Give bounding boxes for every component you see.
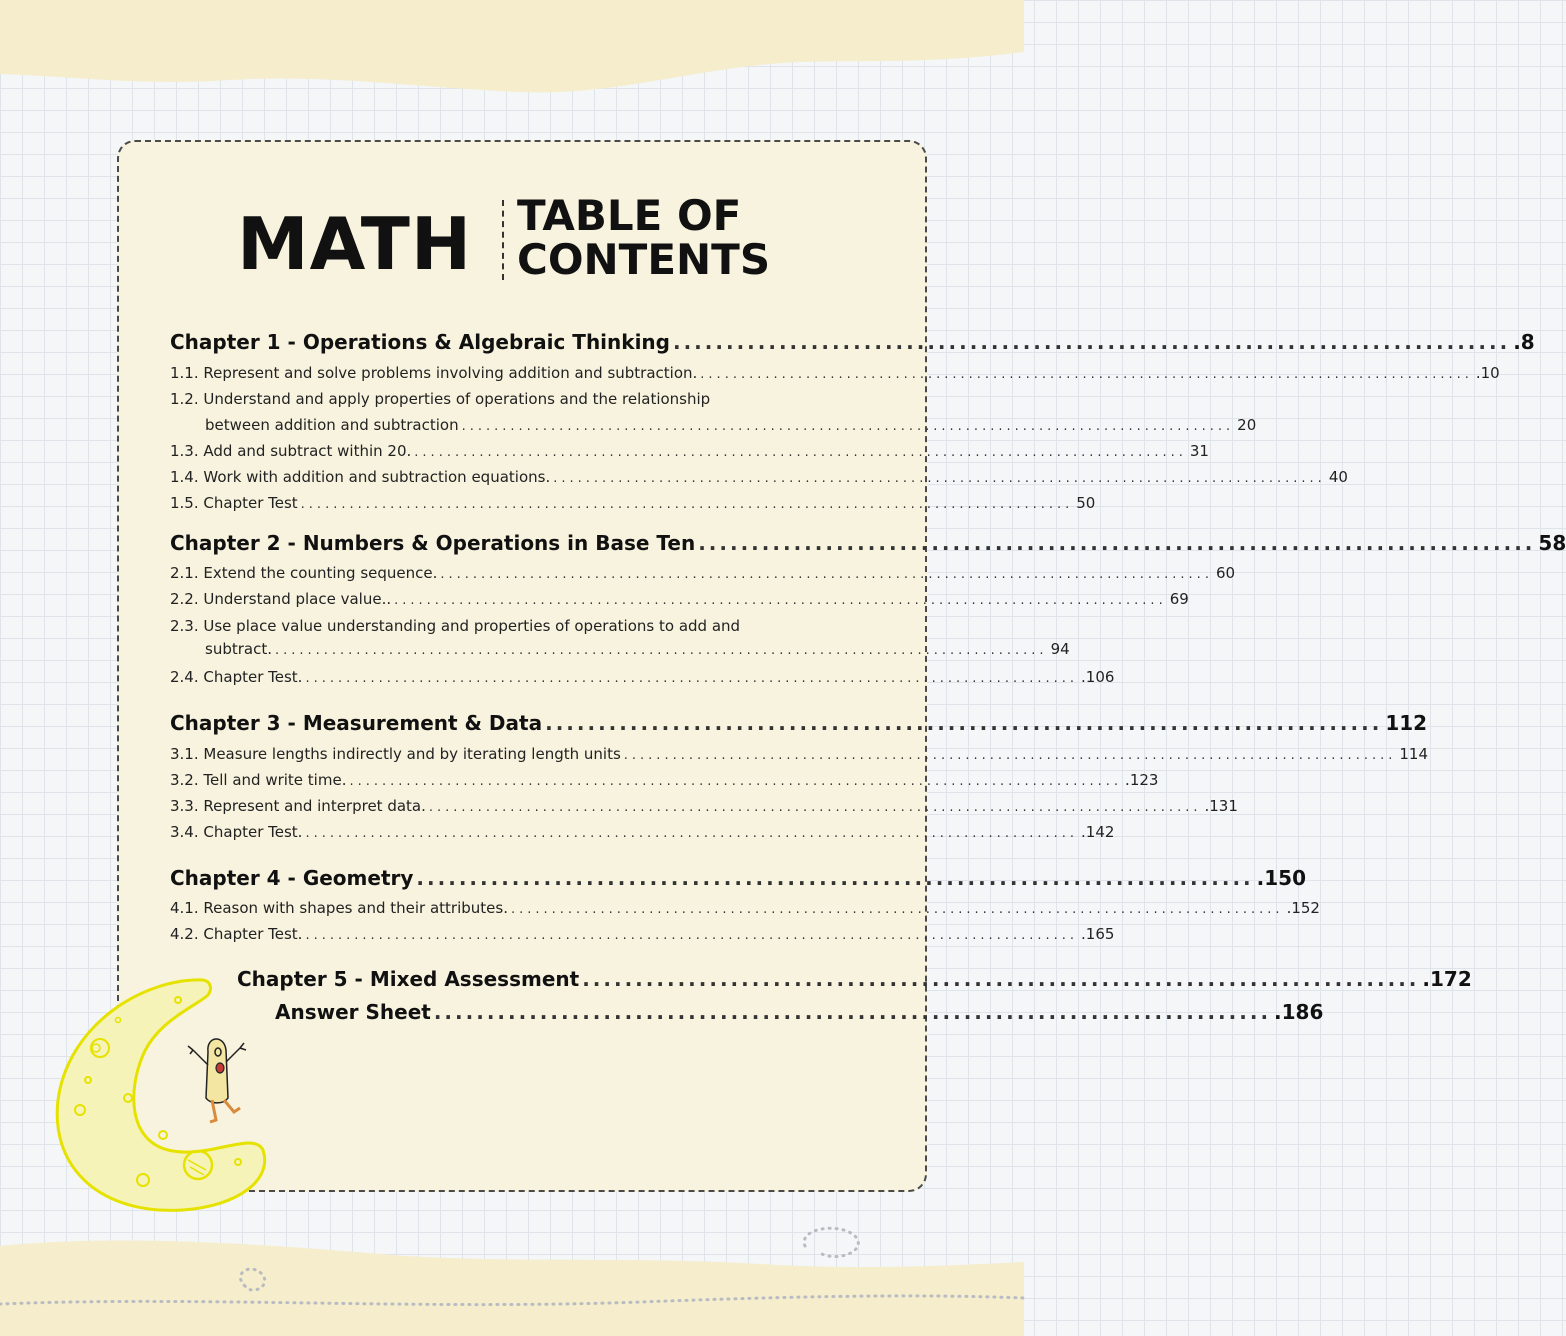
section-3-3[interactable]	[170, 797, 1238, 815]
page-number: 94	[1050, 640, 1070, 658]
leader-dots: ...............................................................................................	[274, 643, 1048, 658]
page-number: .142	[1081, 823, 1115, 841]
section-label: 2.2. Understand place value..	[170, 590, 392, 608]
page-number: 60	[1215, 564, 1236, 582]
top-paper-band	[0, 0, 1024, 110]
section-label: 3.4. Chapter Test.	[170, 823, 303, 841]
section-continuation: between addition and subtraction	[205, 416, 459, 434]
chapter-5-entry[interactable]	[237, 967, 1472, 991]
header-divider	[502, 200, 504, 280]
section-continuation: subtract.	[205, 640, 272, 658]
page-number: 69	[1169, 590, 1189, 608]
toc-title-line-1: TABLE OF	[517, 191, 742, 240]
bottom-paper-band	[0, 1226, 1024, 1336]
chapter-3-entry[interactable]	[170, 711, 1428, 735]
section-4-2[interactable]	[170, 925, 1115, 943]
section-label: 1.3. Add and subtract within 20.	[170, 442, 412, 460]
page-number: .8	[1513, 330, 1535, 354]
monster-icon	[188, 1039, 246, 1122]
page-number: .165	[1081, 925, 1115, 943]
section-label: 2.4. Chapter Test.	[170, 668, 303, 686]
moon-illustration	[48, 970, 278, 1224]
page-number: 114	[1399, 745, 1428, 763]
leader-dots: ...............................................................................................	[553, 471, 1326, 486]
toc-title-line-2: CONTENTS	[517, 235, 771, 284]
section-label: 3.2. Tell and write time.	[170, 771, 347, 789]
leader-dots: ...............................................................................................	[300, 497, 1074, 512]
page-number: 31	[1189, 442, 1209, 460]
page-header	[119, 192, 925, 292]
leader-dots: ...............................................................................................	[305, 826, 1079, 841]
chapter-title: Answer Sheet	[275, 1000, 431, 1024]
subject-title: MATH	[237, 202, 473, 286]
section-label: 1.5. Chapter Test	[170, 494, 298, 512]
section-label: 4.2. Chapter Test.	[170, 925, 303, 943]
chapter-title: Chapter 5 - Mixed Assessment	[237, 967, 580, 991]
chapter-title: Chapter 2 - Numbers & Operations in Base Ten	[170, 531, 696, 555]
chapter-4-entry[interactable]	[170, 866, 1306, 890]
section-3-4[interactable]	[170, 823, 1115, 841]
section-2-1[interactable]	[170, 564, 1236, 582]
leader-dots: ...............................................................................	[545, 711, 1383, 735]
leader-dots: ...............................................................................................	[700, 367, 1473, 382]
page-number: .172	[1422, 967, 1472, 991]
leader-dots: ...............................................................................................	[428, 800, 1202, 815]
page-number: .10	[1475, 364, 1500, 382]
page-number: .106	[1081, 668, 1115, 686]
section-1-1[interactable]	[170, 364, 1500, 382]
leader-dots: ...............................................................................................	[623, 748, 1397, 763]
section-label: 2.1. Extend the counting sequence.	[170, 564, 438, 582]
chapter-title: Chapter 3 - Measurement & Data	[170, 711, 543, 735]
chapter-title: Chapter 1 - Operations & Algebraic Thinking	[170, 330, 670, 354]
chapter-1-entry[interactable]	[170, 330, 1535, 354]
leader-dots: ...............................................................................	[416, 866, 1254, 890]
section-2-4[interactable]	[170, 668, 1115, 686]
answer-sheet-entry[interactable]	[275, 1000, 1324, 1024]
section-1-3[interactable]	[170, 442, 1209, 460]
section-label: 1.1. Represent and solve problems involving addition and subtraction.	[170, 364, 698, 382]
leader-dots: ...............................................................................	[433, 1000, 1272, 1024]
leader-dots: ...............................................................................	[582, 967, 1420, 991]
section-label: 1.4. Work with addition and subtraction equations.	[170, 468, 551, 486]
section-1-5[interactable]	[170, 494, 1096, 512]
leader-dots: ...............................................................................	[698, 531, 1536, 555]
page-number: 50	[1076, 494, 1096, 512]
chapter-2-entry[interactable]	[170, 531, 1566, 555]
section-3-1[interactable]	[170, 745, 1428, 763]
section-1-4[interactable]	[170, 468, 1348, 486]
section-label: 4.1. Reason with shapes and their attributes.	[170, 899, 508, 917]
section-3-2[interactable]	[170, 771, 1159, 789]
section-label: 3.3. Represent and interpret data.	[170, 797, 426, 815]
page-number: .123	[1125, 771, 1159, 789]
page-number: .152	[1286, 899, 1320, 917]
section-2-3-label[interactable]: 2.3. Use place value understanding and properties of operations to add and	[170, 617, 741, 635]
leader-dots: ...............................................................................................	[349, 774, 1123, 789]
page-number: .186	[1274, 1000, 1324, 1024]
leader-dots: ...............................................................................................	[305, 928, 1079, 943]
leader-dots: ...............................................................................................	[394, 593, 1167, 608]
section-1-2[interactable]	[205, 416, 1257, 434]
page-number: .131	[1204, 797, 1238, 815]
section-label: 3.1. Measure lengths indirectly and by iterating length units	[170, 745, 621, 763]
leader-dots: ...............................................................................................	[461, 419, 1235, 434]
leader-dots: ...............................................................................................	[510, 902, 1284, 917]
page-number: 20	[1237, 416, 1257, 434]
section-1-2-label[interactable]: 1.2. Understand and apply properties of operations and the relationship	[170, 390, 711, 408]
leader-dots: ...............................................................................................	[440, 567, 1213, 582]
chapter-title: Chapter 4 - Geometry	[170, 866, 414, 890]
page-number: .150	[1256, 866, 1306, 890]
page-number: 40	[1328, 468, 1348, 486]
section-2-3[interactable]	[205, 640, 1070, 658]
page-number: 58	[1538, 531, 1566, 555]
section-2-2[interactable]	[170, 590, 1189, 608]
leader-dots: ...............................................................................................	[414, 445, 1187, 460]
leader-dots: ...............................................................................	[672, 330, 1511, 354]
leader-dots: ...............................................................................................	[305, 671, 1079, 686]
section-4-1[interactable]	[170, 899, 1320, 917]
page-number: 112	[1385, 711, 1428, 735]
